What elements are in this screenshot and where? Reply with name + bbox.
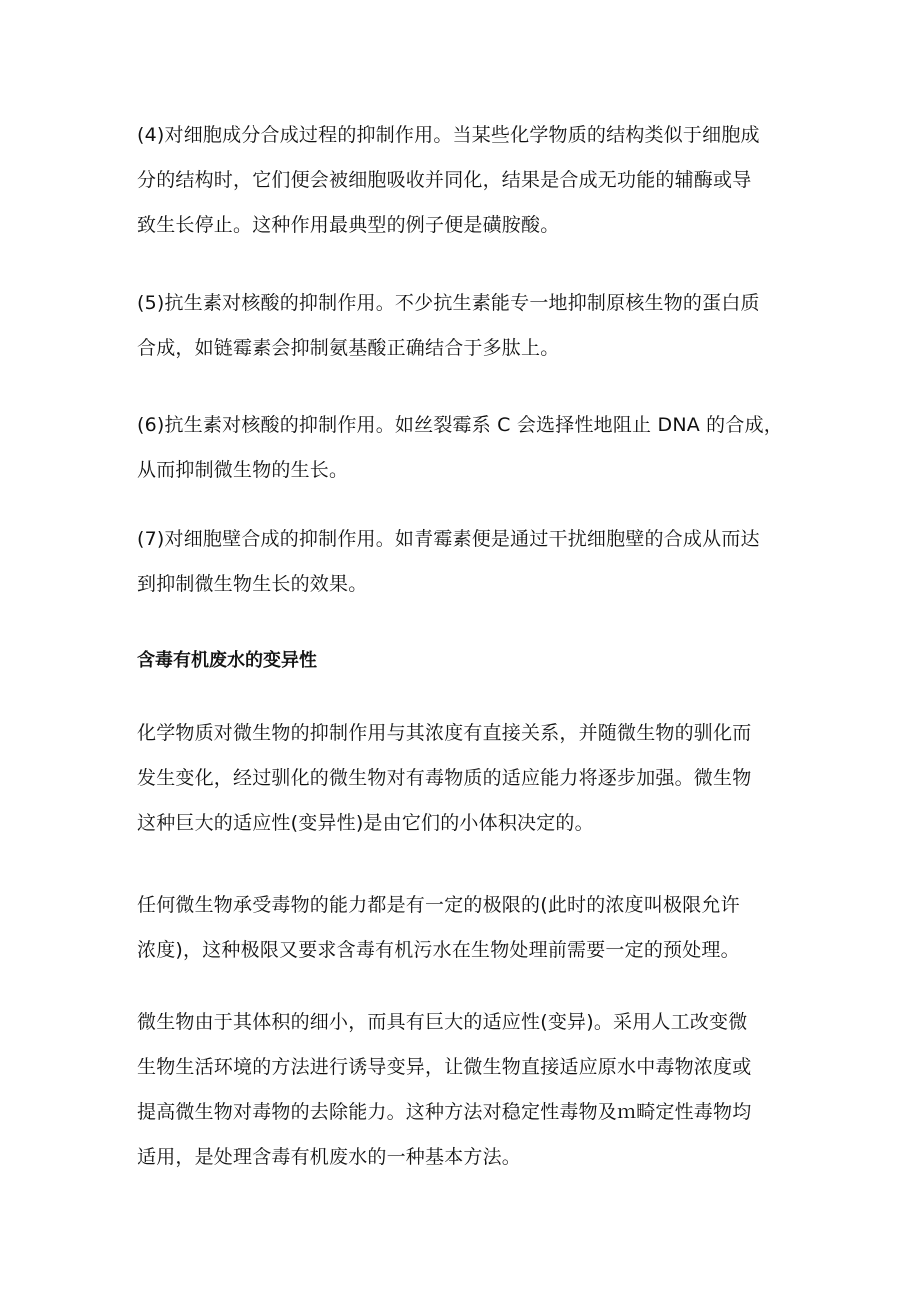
text-line: 适用，是处理含毒有机废水的一种基本方法。 [137,1146,522,1168]
text-line: 浓度)，这种极限又要求含毒有机污水在生物处理前需要一定的预处理。 [137,939,740,961]
body-paragraph-1 [137,711,789,846]
text-line: 致生长停止。这种作用最典型的例子便是磺胺酸。 [137,214,560,236]
text-line: 提高微生物对毒物的去除能力。这种方法对稳定性毒物及ｍ畸定性毒物均 [137,1101,752,1123]
text-line: 到抑制微生物生长的效果。 [137,573,368,595]
text-line: 化学物质对微生物的抑制作用与其浓度有直接关系，并随微生物的驯化而 [137,722,752,744]
text-line: 合成，如链霉素会抑制氨基酸正确结合于多肽上。 [137,337,560,359]
text-line: (4)对细胞成分合成过程的抑制作用。当某些化学物质的结构类似于细胞成 [137,124,760,146]
text-line: (6)抗生素对核酸的抑制作用。如丝裂霉系 C 会选择性地阻止 DNA 的合成， [137,414,783,436]
text-line: (7)对细胞壁合成的抑制作用。如青霉素便是通过干扰细胞壁的合成从而达 [137,528,760,550]
section-heading: 含毒有机废水的变异性 [137,650,317,671]
text-line: (5)抗生素对核酸的抑制作用。不少抗生素能专一地抑制原核生物的蛋白质 [137,292,760,314]
text-line: 发生变化，经过驯化的微生物对有毒物质的适应能力将逐步加强。微生物 [137,767,752,789]
text-line: 这种巨大的适应性(变异性)是由它们的小体积决定的。 [137,812,594,834]
text-line: 任何微生物承受毒物的能力都是有一定的极限的(此时的浓度叫极限允许 [137,894,740,916]
body-paragraph-2 [137,883,789,973]
text-line: 分的结构时，它们便会被细胞吸收并同化，结果是合成无功能的辅酶或导 [137,169,752,191]
text-line: 微生物由于其体积的细小，而具有巨大的适应性(变异)。采用人工改变微 [137,1011,748,1033]
paragraph-item-4 [137,113,789,248]
body-paragraph-3 [137,1000,789,1180]
text-line: 生物生活环境的方法进行诱导变异，让微生物直接适应原水中毒物浓度或 [137,1056,752,1078]
text-line: 从而抑制微生物的生长。 [137,459,349,481]
paragraph-item-7 [137,517,789,607]
paragraph-item-6 [137,403,789,493]
paragraph-item-5 [137,281,789,371]
